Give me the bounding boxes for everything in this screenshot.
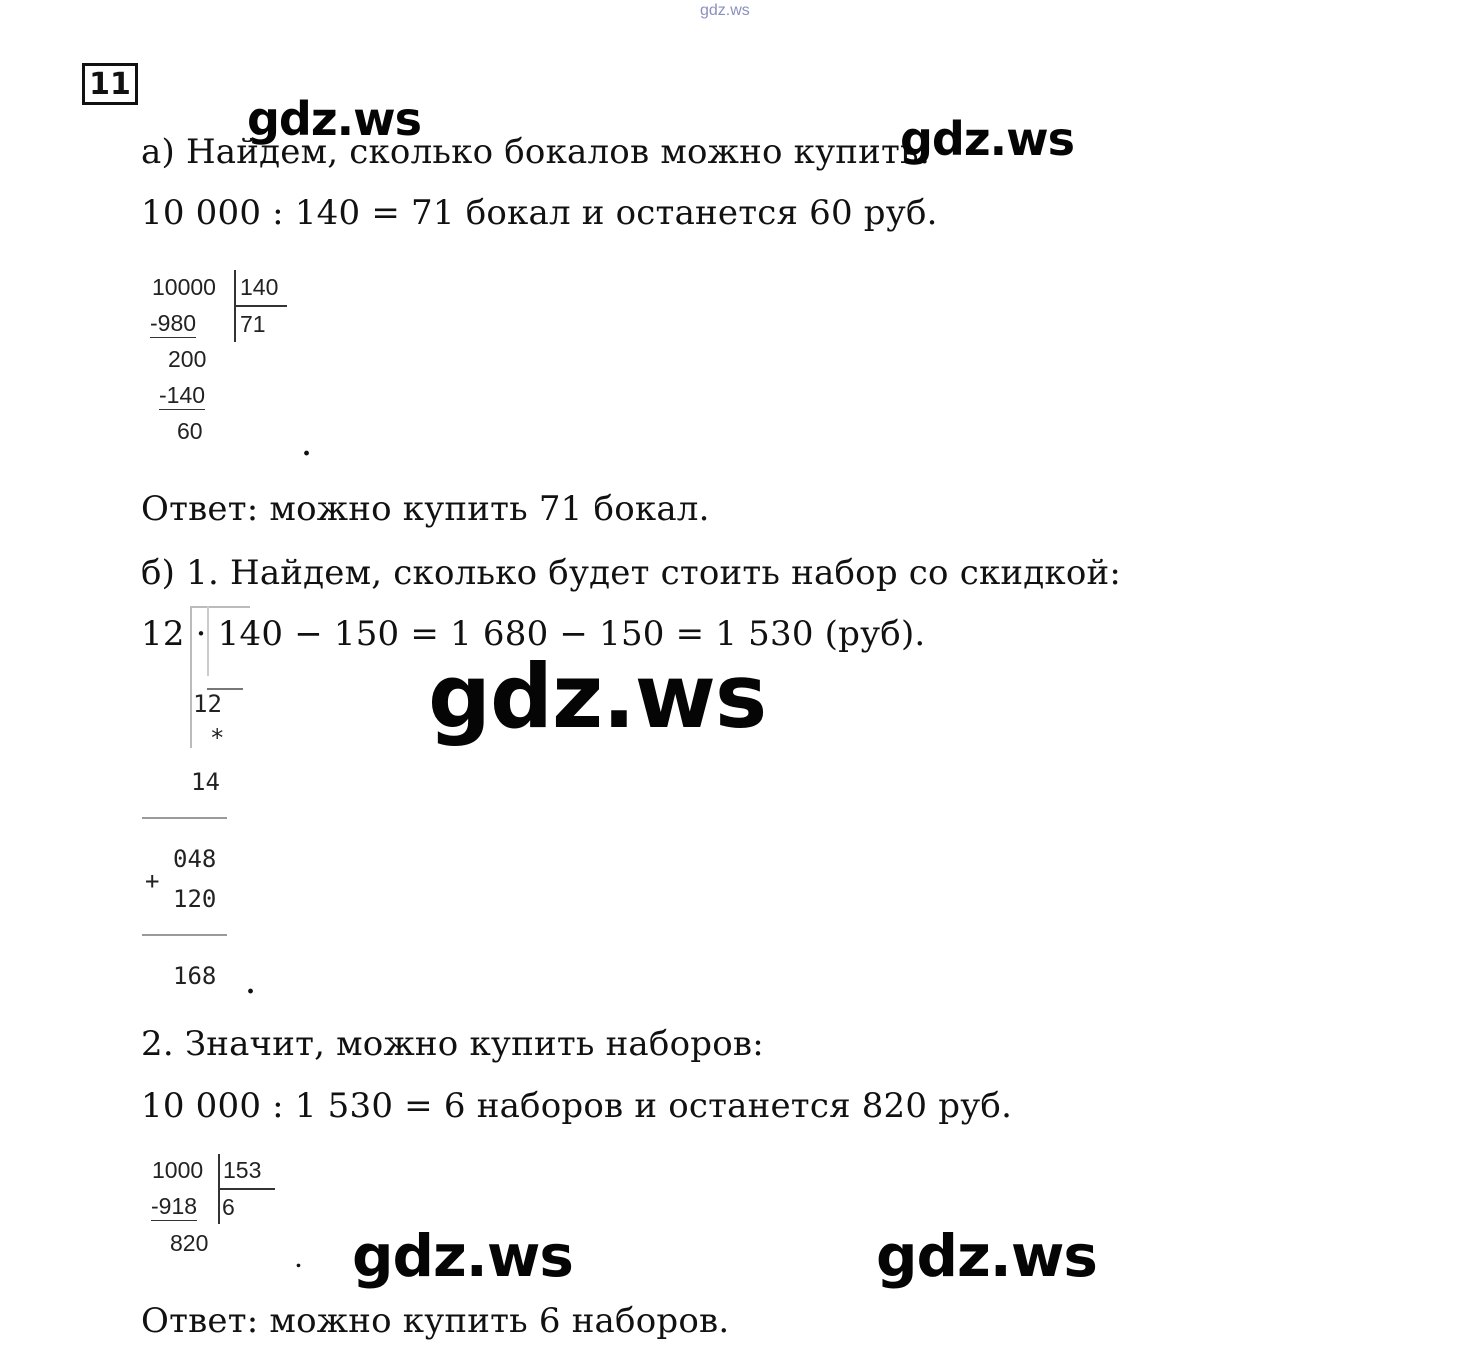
product-rule-2 — [142, 934, 227, 936]
part-a-line2: 10 000 : 140 = 71 бокал и останется 60 руб. — [141, 193, 938, 233]
watermark: gdz.ws — [428, 645, 767, 748]
task-number: 11 — [82, 63, 138, 105]
divisor-line — [235, 305, 287, 307]
part-b-line3: 2. Значит, можно купить наборов: — [141, 1024, 764, 1064]
remainder-1: 200 — [168, 346, 207, 372]
part-b-line1: б) 1. Найдем, сколько будет стоить набор со скидкой: — [141, 553, 1122, 593]
stray-dot: . — [302, 432, 312, 462]
product: 168 — [173, 962, 217, 990]
watermark: gdz.ws — [352, 1222, 573, 1290]
part-b-answer: Ответ: можно купить 6 наборов. — [141, 1301, 730, 1341]
watermark-top: gdz.ws — [700, 2, 750, 19]
remainder: 820 — [170, 1230, 209, 1256]
divisor: 153 — [223, 1157, 262, 1183]
part-a-line1: а) Найдем, сколько бокалов можно купить: — [141, 132, 931, 172]
quotient: 6 — [222, 1194, 235, 1220]
plus-sign: + — [145, 867, 160, 895]
watermark: gdz.ws — [900, 112, 1074, 166]
factor-line — [207, 688, 243, 690]
quotient: 71 — [240, 311, 266, 337]
remainder: 60 — [177, 418, 203, 444]
watermark: gdz.ws — [247, 92, 421, 146]
faint-frame-inner — [207, 606, 209, 676]
divisor: 140 — [240, 274, 279, 300]
part-a-answer: Ответ: можно купить 71 бокал. — [141, 489, 710, 529]
watermark: gdz.ws — [876, 1222, 1097, 1290]
multiply-sign: * — [210, 724, 225, 752]
dividend: 10000 — [152, 274, 216, 300]
factor-2: 14 — [191, 768, 220, 796]
dividend: 1000 — [152, 1157, 204, 1183]
partial-2: 120 — [173, 885, 217, 913]
partial-1: 048 — [173, 845, 217, 873]
subtrahend-1: -918 — [151, 1193, 198, 1219]
factor-1: 12 — [193, 690, 222, 718]
product-rule-1 — [142, 817, 227, 819]
part-b-line4: 10 000 : 1 530 = 6 наборов и останется 820 руб. — [141, 1086, 1013, 1126]
stray-dot: . — [295, 1248, 302, 1272]
subtrahend-2: -140 — [159, 382, 206, 408]
stray-dot: . — [246, 970, 256, 1000]
subtrahend-1: -980 — [150, 310, 197, 336]
part-b-line2: 12 · 140 − 150 = 1 680 − 150 = 1 530 (руб). — [141, 614, 926, 654]
divisor-line — [219, 1188, 275, 1190]
